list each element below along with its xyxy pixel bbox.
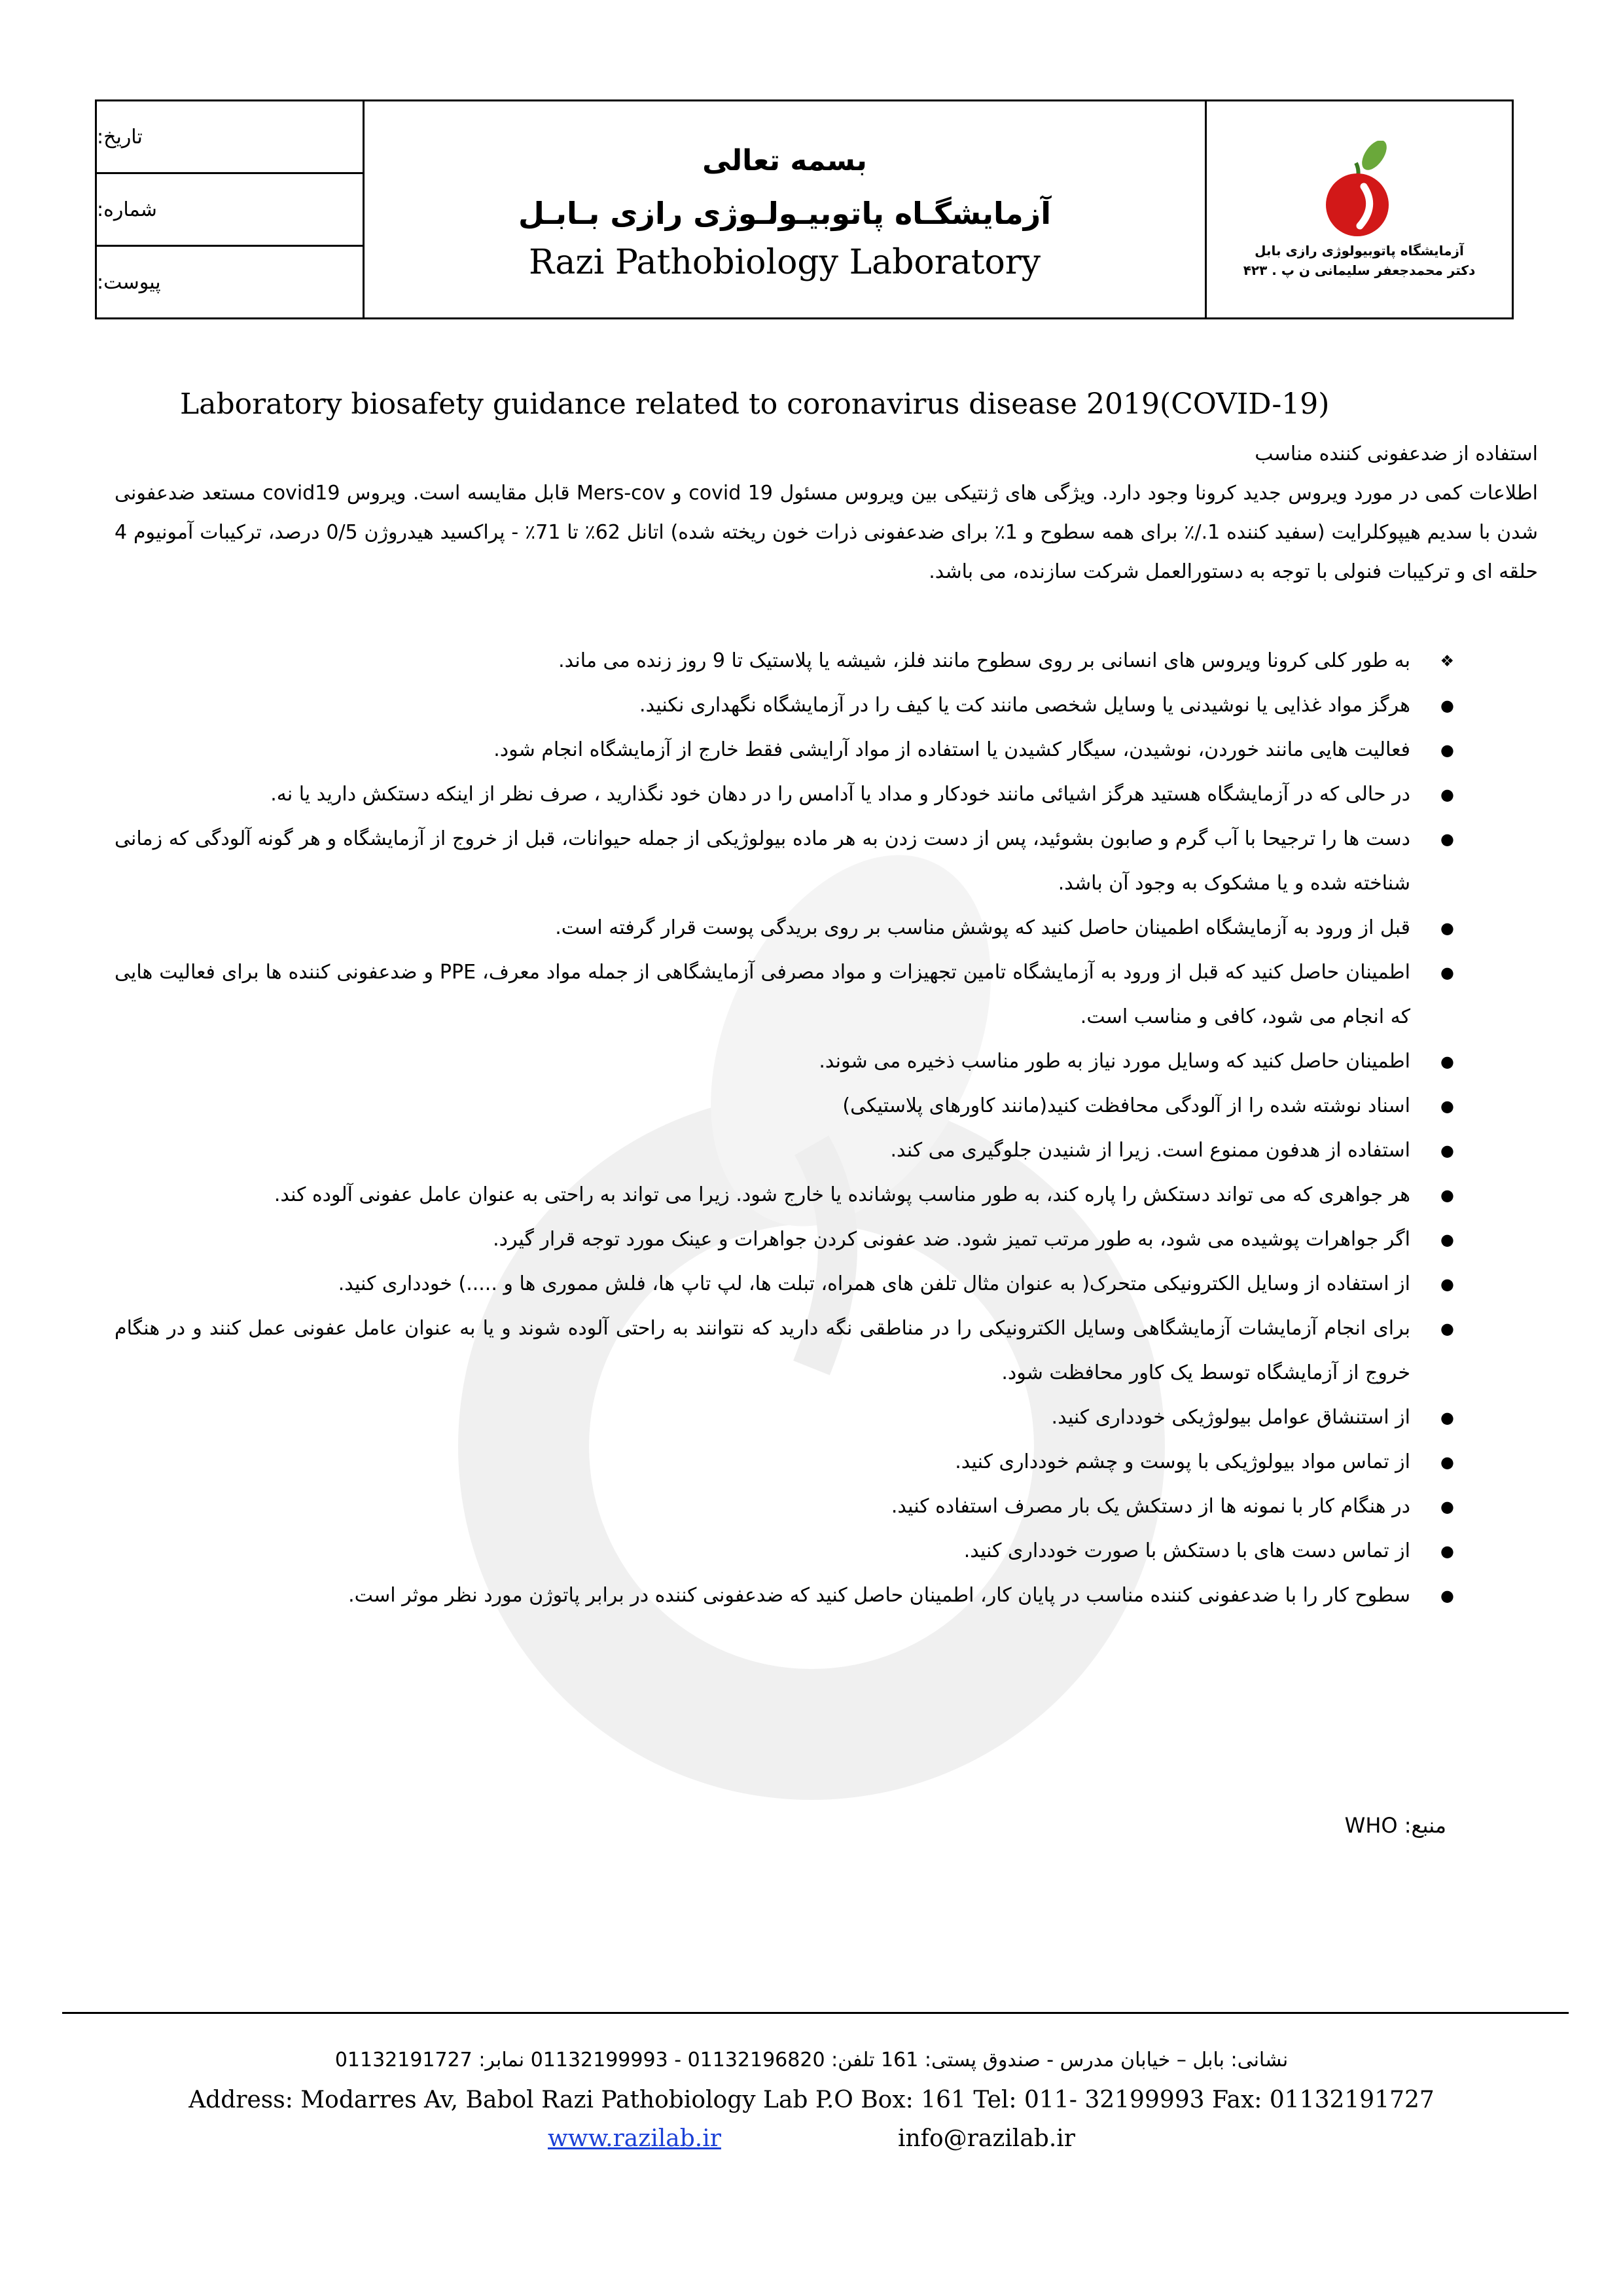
bullet-icon: ● <box>1440 963 1454 982</box>
list-item <box>115 1173 1538 1217</box>
list-item <box>115 1529 1538 1573</box>
document-title: Laboratory biosafety guidance related to coronavirus disease 2019(COVID-19) <box>180 387 1330 421</box>
list-item <box>115 1039 1538 1084</box>
letterhead <box>95 99 1514 319</box>
email-address: info@razilab.ir <box>897 2125 1075 2152</box>
bullet-icon: ● <box>1440 830 1454 848</box>
list-item <box>115 1484 1538 1529</box>
list-item <box>115 1128 1538 1173</box>
list-item <box>115 1217 1538 1262</box>
bullet-icon: ● <box>1440 785 1454 804</box>
list-item <box>115 1573 1538 1618</box>
list-item <box>115 817 1538 906</box>
address-fa: نشانی: بابل – خیابان مدرس - صندوق پستی: 161 تلفن: 01132196820 - 01132199993 نمابر: 01132191727 <box>334 2049 1289 2072</box>
list-item-text: فعالیت هایی مانند خوردن، نوشیدن، سیگار کشیدن یا استفاده از مواد آرایشی فقط خارج از آزمایشگاه انجام شود. <box>493 738 1410 761</box>
footer-contacts <box>0 2121 1623 2157</box>
address-en: Address: Modarres Av, Babol Razi Pathobiology Lab P.O Box: 161 Tel: 011- 32199993 Fax: 01132191727 <box>188 2087 1435 2113</box>
bullet-icon: ● <box>1440 1186 1454 1204</box>
list-item-text: استفاده از هدفون ممنوع است. زیرا از شنیدن جلوگیری می کند. <box>890 1139 1410 1162</box>
website-link[interactable]: www.razilab.ir <box>547 2125 721 2152</box>
list-item-text: برای انجام آزمایشات آزمایشگاهی وسایل الکترونیکی را در مناطقی نگه دارید که نتوانند به راحتی آلوده شوند و یا به عنوان عامل عفونی عمل کنند و در هنگام خروج از آزمایشگاه توسط یک کاور محافظت شود. <box>115 1317 1410 1384</box>
list-item-text: قبل از ورود به آزمایشگاه اطمینان حاصل کنید که پوشش مناسب بر روی بریدگی پوست قرار گرفته است. <box>555 916 1410 939</box>
list-item-text: در حالی که در آزمایشگاه هستید هرگز اشیائی مانند خودکار و مداد یا آدامس را در دهان خود نگذارید ، صرف نظر از اینکه دستکش دارید یا نه. <box>270 783 1410 806</box>
bullet-icon: ● <box>1440 1097 1454 1115</box>
list-item <box>115 906 1538 950</box>
attachment-label: پیوست: <box>97 270 161 294</box>
list-item-text: دست ها را ترجیحا با آب گرم و صابون بشوئید، پس از دست زدن به هر ماده بیولوژیکی از جمله حیوانات، قبل از خروج از آزمایشگاه و هر گونه آلودگی که زمانی شناخته شده و یا مشکوک به وجود آن باشد. <box>115 827 1410 895</box>
section-heading: استفاده از ضدعفونی کننده مناسب <box>1255 442 1538 465</box>
bullet-icon: ● <box>1440 1408 1454 1427</box>
bullet-icon: ● <box>1440 1230 1454 1249</box>
lab-logo-block <box>1207 101 1512 317</box>
bullet-icon: ● <box>1440 1542 1454 1560</box>
footer <box>0 2041 1623 2157</box>
guidance-list <box>115 639 1538 1618</box>
date-field <box>97 101 363 174</box>
list-item-text: سطوح کار را با ضدعفونی کننده مناسب در پایان کار، اطمینان حاصل کنید که ضدعفونی کننده در برابر پاتوژن مورد نظر موثر است. <box>348 1584 1410 1607</box>
list-item <box>115 772 1538 817</box>
document-body <box>115 435 1538 1618</box>
date-label: تاریخ: <box>97 125 143 149</box>
list-item-text: از تماس دست های با دستکش با صورت خودداری کنید. <box>963 1539 1410 1562</box>
attachment-field <box>97 247 363 317</box>
bullet-icon: ● <box>1440 741 1454 759</box>
list-item-text: از استفاده از وسایل الکترونیکی متحرک( به عنوان مثال تلفن های همراه، تبلت ها، لپ تاپ ها، فلش مموری ها و .....) خودداری کنید. <box>338 1272 1410 1295</box>
list-item <box>115 1306 1538 1395</box>
list-item-text: اطمینان حاصل کنید که قبل از ورود به آزمایشگاه تامین تجهیزات و مواد مصرفی آزمایشگاهی از جمله مواد معرف، PPE و ضدعفونی کننده ها برای فعالیت هایی که انجام می شود، کافی و مناسب است. <box>115 961 1411 1028</box>
intro-paragraph: اطلاعات کمی در مورد ویروس جدید کرونا وجود دارد. ویژگی های ژنتیکی بین ویروس مسئول covid 19 و Mers-cov قابل مقایسه است. ویروس covid19 مستعد ضدعفونی شدن با سدیم هیپوکلرایت (سفید کننده 1./٪ برای همه سطوح و 1٪ برای ضدعفونی ذرات خون ریخته شده) اتانل 62٪ تا 71٪ - پراکسید هیدروژن 0/5 درصد، ترکیبات آمونیوم 4 حلقه ای و ترکیبات فنولی با توجه به دستورالعمل شرکت سازنده، می باشد. <box>115 482 1539 583</box>
bullet-icon: ● <box>1440 1453 1454 1471</box>
lab-name-fa: آزمایشگـاه پاتوبیـولـوژی رازی بـابـل <box>518 195 1051 231</box>
list-item-text: هر جواهری که می تواند دستکش را پاره کند، به طور مناسب پوشانده یا خارج شود. زیرا می تواند به راحتی به عنوان عامل عفونی آلوده کند. <box>274 1183 1410 1206</box>
list-item <box>115 1440 1538 1484</box>
letter-meta-fields <box>97 101 365 317</box>
bullet-icon: ● <box>1440 696 1454 715</box>
number-field <box>97 174 363 247</box>
bullet-icon: ● <box>1440 1319 1454 1338</box>
list-item-text: اطمینان حاصل کنید که وسایل مورد نیاز به طور مناسب ذخیره می شوند. <box>819 1050 1410 1073</box>
footer-divider <box>62 2012 1569 2014</box>
logo-caption-lab: آزمایشگاه پاتوبیولوژی رازی بابل <box>1255 243 1464 259</box>
list-item <box>115 950 1538 1039</box>
list-item <box>115 1084 1538 1128</box>
logo-caption-doctor: دکتر محمدجعفر سلیمانی ن پ . ۴۲۳ <box>1243 262 1476 278</box>
bullet-icon: ● <box>1440 1052 1454 1071</box>
list-item <box>115 728 1538 772</box>
list-item-text: به طور کلی کرونا ویروس های انسانی بر روی سطوح مانند فلز، شیشه یا پلاستیک تا 9 روز زنده می ماند. <box>558 649 1410 672</box>
bullet-icon: ● <box>1440 919 1454 937</box>
list-item-text: اسناد نوشته شده را از آلودگی محافظت کنید(مانند کاورهای پلاستیکی) <box>842 1094 1410 1117</box>
list-item-text: هرگز مواد غذایی یا نوشیدنی یا وسایل شخصی مانند کت یا کیف را در آزمایشگاه نگهداری نکنید. <box>639 694 1410 717</box>
diamond-bullet-icon: ❖ <box>1440 652 1454 670</box>
bullet-icon: ● <box>1440 1141 1454 1160</box>
bismillah: بسمه تعالی <box>702 143 867 177</box>
source-note: منبع: WHO <box>1344 1813 1446 1838</box>
letterhead-title <box>365 101 1207 317</box>
list-item <box>115 1395 1538 1440</box>
list-item-text: از تماس مواد بیولوژیکی با پوست و چشم خودداری کنید. <box>955 1450 1410 1473</box>
bullet-icon: ● <box>1440 1275 1454 1293</box>
list-item-text: در هنگام کار با نمونه ها از دستکش یک بار مصرف استفاده کنید. <box>891 1495 1410 1518</box>
lab-name-en: Razi Pathobiology Laboratory <box>528 242 1041 282</box>
list-item-text: اگر جواهرات پوشیده می شود، به طور مرتب تمیز شود. ضد عفونی کردن جواهرات و عینک مورد توجه قرار گیرد. <box>493 1228 1410 1251</box>
list-item <box>115 639 1538 683</box>
list-item-text: از استنشاق عوامل بیولوژیکی خودداری کنید. <box>1051 1406 1410 1429</box>
number-label: شماره: <box>97 198 157 221</box>
list-item <box>115 1262 1538 1306</box>
bullet-icon: ● <box>1440 1587 1454 1605</box>
list-item <box>115 683 1538 728</box>
bullet-icon: ● <box>1440 1498 1454 1516</box>
lab-logo-icon <box>1317 141 1402 239</box>
